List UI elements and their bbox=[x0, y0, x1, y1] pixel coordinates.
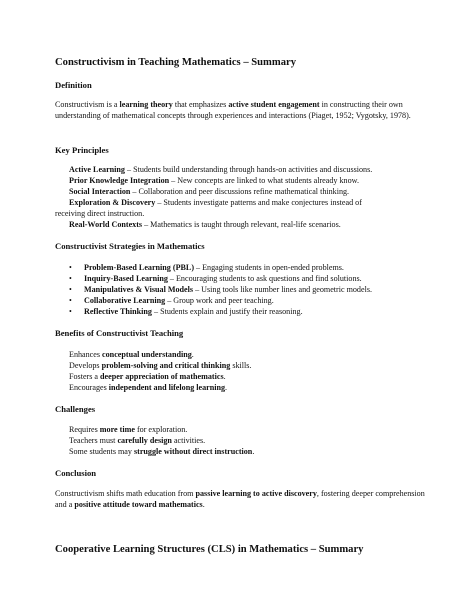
bullet-icon: • bbox=[69, 274, 72, 283]
benefits-heading: Benefits of Constructivist Teaching bbox=[55, 328, 184, 338]
benefit-emphasis: deeper appreciation of mathematics bbox=[100, 372, 224, 381]
benefit-text: Encourages bbox=[69, 383, 109, 392]
challenge-item bbox=[69, 447, 254, 456]
strategy-item bbox=[84, 307, 303, 316]
conclusion-emphasis: positive attitude toward mathematics bbox=[74, 500, 203, 509]
definition-heading: Definition bbox=[55, 80, 92, 90]
benefit-text: Fosters a bbox=[69, 372, 101, 381]
benefit-emphasis: problem-solving and critical thinking bbox=[101, 361, 231, 370]
strategy-item bbox=[84, 296, 274, 305]
challenge-text: Some students may bbox=[69, 447, 134, 456]
benefit-emphasis: independent and lifelong learning bbox=[108, 383, 226, 392]
strategy-desc: – Engaging students in open-ended problems. bbox=[194, 263, 344, 272]
benefit-item bbox=[69, 361, 251, 370]
conclusion-emphasis: passive learning to active discovery bbox=[195, 489, 317, 498]
definition-text: that emphasizes bbox=[172, 100, 229, 109]
strategy-desc: – Group work and peer teaching. bbox=[165, 296, 274, 305]
challenge-text: activities. bbox=[171, 436, 206, 445]
principle-item bbox=[69, 198, 362, 207]
principles-heading: Key Principles bbox=[55, 145, 109, 155]
principle-item bbox=[69, 176, 359, 185]
challenge-emphasis: struggle without direct instruction bbox=[133, 447, 253, 456]
strategy-term: Collaborative Learning bbox=[84, 296, 166, 305]
principle-item bbox=[69, 220, 341, 229]
strategy-term: Manipulatives & Visual Models bbox=[84, 285, 194, 294]
strategy-term: Reflective Thinking bbox=[84, 307, 152, 316]
bullet-icon: • bbox=[69, 307, 72, 316]
challenge-emphasis: more time bbox=[99, 425, 135, 434]
challenge-item bbox=[69, 425, 187, 434]
challenge-text: Requires bbox=[69, 425, 100, 434]
principle-term: Real-World Contexts bbox=[69, 220, 143, 229]
challenge-emphasis: carefully design bbox=[117, 436, 172, 445]
benefit-text: . bbox=[191, 350, 194, 359]
principle-term: Social Interaction bbox=[69, 187, 131, 196]
principle-item bbox=[69, 187, 349, 196]
benefit-item bbox=[69, 372, 226, 381]
benefit-item bbox=[69, 383, 227, 392]
strategy-desc: – Encouraging students to ask questions and find solutions. bbox=[167, 274, 362, 283]
challenge-text: . bbox=[252, 447, 255, 456]
challenges-heading: Challenges bbox=[55, 404, 96, 414]
benefit-text: skills. bbox=[230, 361, 252, 370]
principle-continuation: receiving direct instruction. bbox=[55, 209, 145, 218]
principle-term: Exploration & Discovery bbox=[69, 198, 156, 207]
bullet-icon: • bbox=[69, 296, 72, 305]
principle-term: Prior Knowledge Integration bbox=[69, 176, 170, 185]
strategies-heading: Constructivist Strategies in Mathematics bbox=[55, 241, 205, 251]
conclusion-text: . bbox=[202, 500, 205, 509]
principle-desc: – Students build understanding through hands-on activities and discussions. bbox=[124, 165, 373, 174]
definition-text: Constructivism is a bbox=[55, 100, 120, 109]
conclusion-heading: Conclusion bbox=[55, 468, 97, 478]
definition-text: in constructing their own understanding of mathematical concepts through experiences and interactions (Piaget, 1952; Vygotsky, 1978). bbox=[55, 100, 411, 120]
benefit-text: . bbox=[223, 372, 226, 381]
definition-paragraph bbox=[55, 99, 433, 121]
next-section-title: Cooperative Learning Structures (CLS) in Mathematics – Summary bbox=[55, 544, 364, 555]
challenge-text: for exploration. bbox=[134, 425, 188, 434]
bullet-icon: • bbox=[69, 285, 72, 294]
strategy-desc: – Students explain and justify their reasoning. bbox=[151, 307, 303, 316]
benefit-text: Enhances bbox=[69, 350, 103, 359]
strategy-term: Inquiry-Based Learning bbox=[84, 274, 168, 283]
bullet-icon: • bbox=[69, 263, 72, 272]
page-title: Constructivism in Teaching Mathematics – Summary bbox=[55, 57, 297, 68]
principle-item bbox=[69, 165, 372, 174]
challenge-text: Teachers must bbox=[69, 436, 118, 445]
conclusion-paragraph bbox=[55, 488, 425, 510]
strategy-item bbox=[84, 285, 372, 294]
principle-desc: – Mathematics is taught through relevant, real-life scenarios. bbox=[142, 220, 341, 229]
principle-desc: – New concepts are linked to what students already know. bbox=[169, 176, 359, 185]
benefit-item bbox=[69, 350, 194, 359]
strategy-desc: – Using tools like number lines and geometric models. bbox=[193, 285, 372, 294]
benefit-emphasis: conceptual understanding bbox=[102, 350, 192, 359]
strategy-item bbox=[84, 274, 362, 283]
conclusion-text: Constructivism shifts math education from bbox=[55, 489, 196, 498]
conclusion-text: , fostering deeper comprehension and a bbox=[55, 489, 425, 509]
principle-term: Active Learning bbox=[69, 165, 125, 174]
definition-term-engagement: active student engagement bbox=[228, 100, 320, 109]
benefit-text: . bbox=[225, 383, 228, 392]
principle-desc: – Collaboration and peer discussions refine mathematical thinking. bbox=[130, 187, 350, 196]
strategy-item bbox=[84, 263, 344, 272]
benefit-text: Develops bbox=[69, 361, 102, 370]
definition-term-learning-theory: learning theory bbox=[119, 100, 173, 109]
strategy-term: Problem-Based Learning (PBL) bbox=[84, 263, 195, 272]
challenge-item bbox=[69, 436, 205, 445]
principle-desc: – Students investigate patterns and make conjectures instead of bbox=[155, 198, 362, 207]
